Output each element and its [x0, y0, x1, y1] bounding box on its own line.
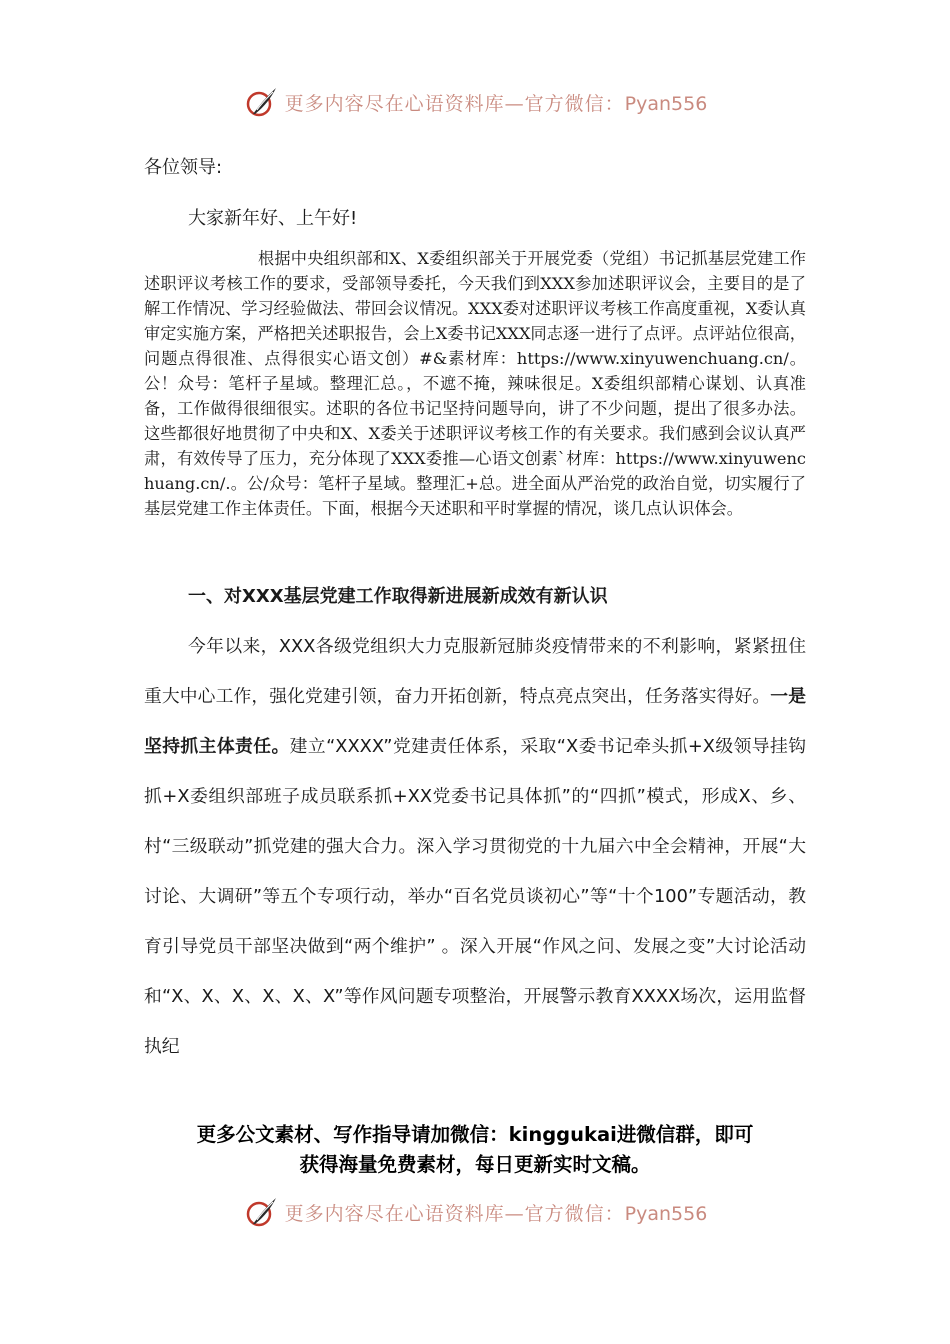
- body-paragraph: [144, 622, 806, 1072]
- footer-watermark-text: [285, 1199, 708, 1226]
- body-paragraph-bold-phrase: 一是坚持抓主体责任。: [144, 686, 806, 757]
- header-watermark-cn: 更多内容尽在心语资料库—官方微信：: [284, 92, 625, 115]
- body-paragraph-part2: 建立“XXXX”党建责任体系，采取“X委书记牵头抓+X级领导挂钩抓+X委组织部班子成员联系抓+XX党委书记具体抓”的“四抓”模式，形成X、乡、村“三级联动”抓党建的强大合力。深入学习贯彻党的十九届六中全会精神，开展“大讨论、大调研”等五个专项行动，举办“百名党员谈初心”等“十个100”专题活动，教育引导党员干部坚决做到“两个维护” 。深入开展“作风之问、发展之变”大讨论活动和“X、X、X、X、X、X”等作风问题专项整治，开展警示教育XXXX场次，运用监督执纪: [144, 736, 806, 1057]
- feather-quill-logo-icon: [243, 1194, 279, 1230]
- header-watermark-id: Pyan556: [624, 92, 708, 115]
- section-heading: 一、对XXX基层党建工作取得新进展新成效有新认识: [188, 586, 608, 607]
- greeting: 大家新年好、上午好!: [188, 208, 358, 229]
- footer-watermark-cn: 更多内容尽在心语资料库—官方微信：: [284, 1202, 625, 1225]
- promo-line-1: 更多公文素材、写作指导请加微信：kinggukai进微信群，即可: [196, 1123, 754, 1146]
- footer-watermark-id: Pyan556: [624, 1202, 708, 1225]
- header-watermark-text: [285, 89, 708, 116]
- salutation: 各位领导:: [144, 157, 223, 178]
- promo-line-2: 获得海量免费素材，每日更新实时文稿。: [299, 1153, 651, 1176]
- footer-watermark-banner: [0, 1192, 950, 1232]
- intro-paragraph: 根据中央组织部和X、X委组织部关于开展党委（党组）书记抓基层党建工作述职评议考核工作的要求，受部领导委托，今天我们到XXX参加述职评议会，主要目的是了解工作情况、学习经验做法、带回会议情况。XXX委对述职评议考核工作高度重视，X委认真审定实施方案，严格把关述职报告，会上X委书记XXX同志逐一进行了点评。点评站位很高，问题点得很准、点得很实心语文创）#&素材库：https://www.xinyuwenchuang.cn/。公！众号：笔杆子星域。整理汇总。，不遮不掩，辣味很足。X委组织部精心谋划、认真准备，工作做得很细很实。述职的各位书记坚持问题导向，讲了不少问题，提出了很多办法。这些都很好地贯彻了中央和X、X委关于述职评议考核工作的有关要求。我们感到会议认真严肃，有效传导了压力，充分体现了XXX委推—心语文创素`材库：https://www.xinyuwenchuang.cn/.。公/众号：笔杆子星域。整理汇+总。进全面从严治党的政治自觉，切实履行了基层党建工作主体责任。下面，根据今天述职和平时掌握的情况，谈几点认识体会。: [144, 249, 806, 518]
- header-watermark-banner: [0, 82, 950, 122]
- promo-text: [140, 1120, 810, 1180]
- feather-quill-logo-icon: [243, 84, 279, 120]
- body-paragraph-part1: 今年以来，XXX各级党组织大力克服新冠肺炎疫情带来的不利影响，紧紧扭住重大中心工作，强化党建引领，奋力开拓创新，特点亮点突出，任务落实得好。: [144, 636, 806, 707]
